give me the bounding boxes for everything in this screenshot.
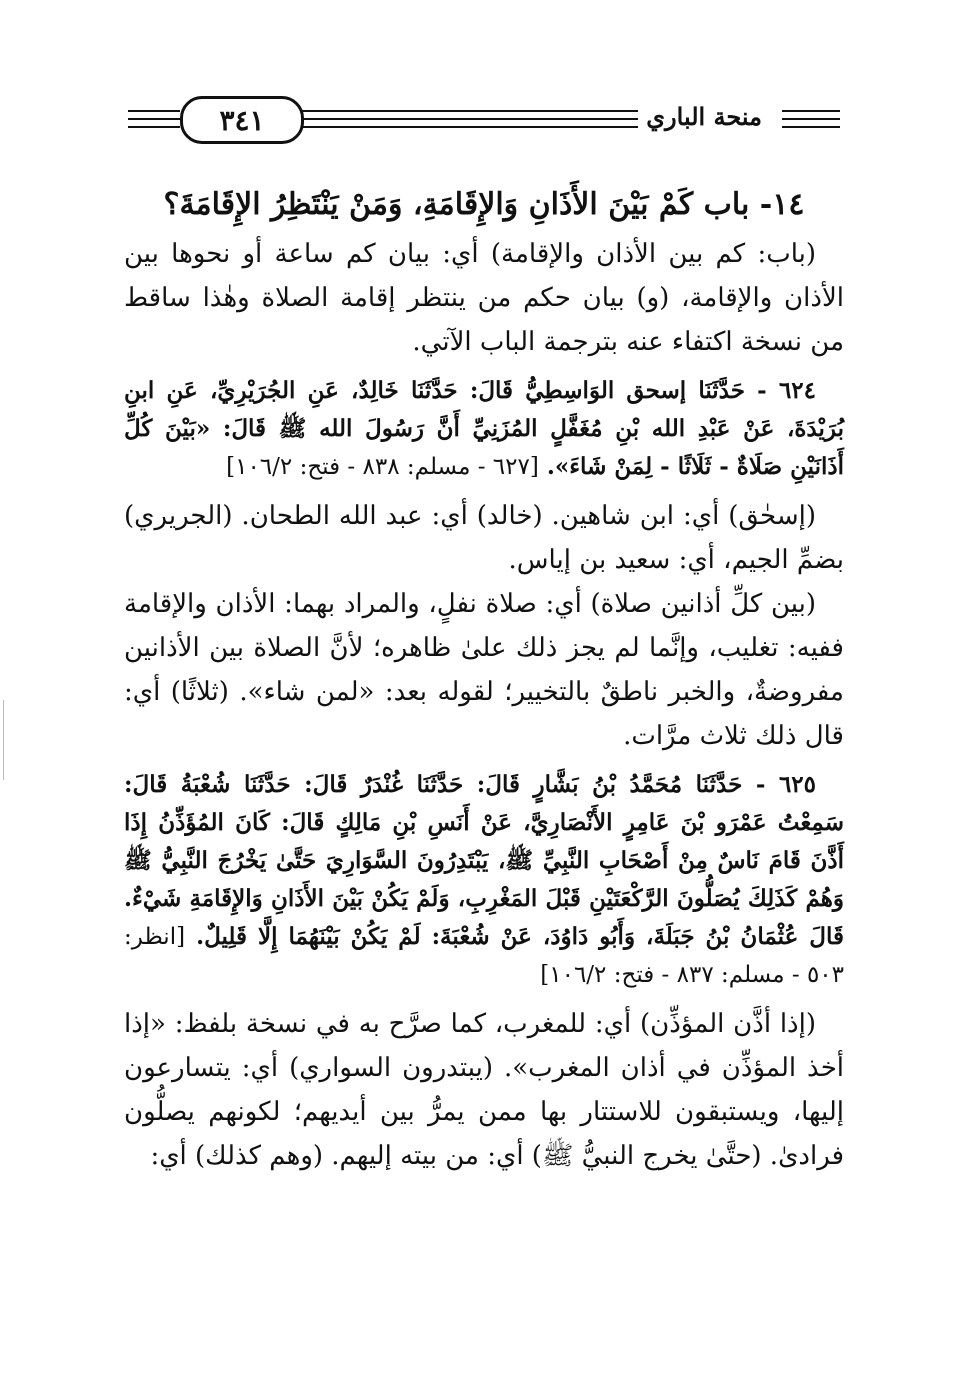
scan-edge-line bbox=[3, 700, 4, 780]
hadith-text: ٦٢٥ - حَدَّثَنَا مُحَمَّدُ بْنُ بَشَّارٍ قَالَ: حَدَّثَنَا غُنْدَرٌ قَالَ: حَدَّثَنَا شُعْبَةُ قَالَ: سَمِعْتُ عَمْرَو بْنَ عَامِرٍ الأَنْصَارِيَّ، عَنْ أَنَسِ بْنِ مَالِكٍ قَالَ: كَانَ المُؤَذِّنُ إِذَا أَذَّنَ قَامَ نَاسٌ مِنْ أَصْحَابِ النَّبِيِّ ﷺ، يَبْتَدِرُونَ السَّوَارِيَ حَتَّىٰ يَخْرُجَ النَّبِيُّ ﷺ وَهُمْ كَذَلِكَ يُصَلُّونَ الرَّكْعَتَيْنِ قَبْلَ المَغْرِبِ، وَلَمْ يَكُنْ بَيْنَ الأَذَانِ وَالإِقَامَةِ شَيْءٌ. قَالَ عُثْمَانُ بْنُ جَبَلَةَ، وَأَبُو دَاوُدَ، عَنْ شُعْبَةَ: لَمْ يَكُنْ بَيْنَهُمَا إِلَّا قَلِيلٌ. bbox=[124, 771, 844, 950]
book-title: منحة الباري bbox=[646, 102, 762, 131]
hadith-reference: [٦٢٧ - مسلم: ٨٣٨ - فتح: ١٠٦/٢] bbox=[226, 454, 539, 480]
chapter-title: ١٤- باب كَمْ بَيْنَ الأَذَانِ وَالإِقَامَةِ، وَمَنْ يَنْتَظِرُ الإِقَامَةَ؟ bbox=[163, 187, 805, 222]
header-rule bbox=[782, 110, 840, 112]
header-rule bbox=[128, 126, 180, 128]
commentary-paragraph: (إسحٰق) أي: ابن شاهين. (خالد) أي: عبد الله الطحان. (الجريري) بضمِّ الجيم، أي: سعيد بن إياس. bbox=[124, 501, 844, 575]
page-number: ٣٤١ bbox=[180, 96, 304, 144]
commentary-paragraph: (بين كلِّ أذانين صلاة) أي: صلاة نفلٍ، والمراد بهما: الأذان والإقامة ففيه: تغليب، وإنَّما لم يجز ذلك علىٰ ظاهره؛ لأنَّ الصلاة بين الأذانين مفروضةٌ، والخبر ناطقٌ بالتخيير؛ لقوله بعد: «لمن شاء». (ثلاثًا) أي: قال ذلك ثلاث مرَّات. bbox=[124, 589, 844, 751]
header-rule bbox=[298, 110, 638, 112]
hadith-reference: [انظر: ٥٠٣ - مسلم: ٨٣٧ - فتح: ١٠٦/٢] bbox=[124, 924, 844, 988]
page-header bbox=[128, 96, 840, 142]
header-rule bbox=[782, 118, 840, 120]
page-body bbox=[124, 180, 844, 1178]
commentary-paragraph: (باب: كم بين الأذان والإقامة) أي: بيان كم ساعة أو نحوها بين الأذان والإقامة، (و) بيان حكم من ينتظر إقامة الصلاة وهٰذا ساقط من نسخة اكتفاء عنه بترجمة الباب الآتي. bbox=[124, 239, 844, 357]
hadith-624 bbox=[124, 372, 844, 486]
commentary-paragraph: (إذا أذَّن المؤذِّن) أي: للمغرب، كما صرَّح به في نسخة بلفظ: «إذا أخذ المؤذِّن في أذان المغرب». (يبتدرون السواري) أي: يتسارعون إليها، ويستبقون للاستتار بها ممن يمرُّ بين أيديهم؛ لكونهم يصلُّون فرادىٰ. (حتَّىٰ يخرج النبيُّ ﷺ) أي: من بيته إليهم. (وهم كذلك) أي: bbox=[124, 1009, 844, 1171]
header-rule bbox=[128, 110, 180, 112]
header-rule bbox=[298, 118, 638, 120]
header-rule bbox=[782, 126, 840, 128]
hadith-625 bbox=[124, 766, 844, 994]
hadith-text: ٦٢٤ - حَدَّثَنَا إسحق الوَاسِطِيُّ قَالَ: حَدَّثَنَا خَالِدٌ، عَنِ الجُرَيْرِيِّ، عَنِ ابنِ بُرَيْدَةَ، عَنْ عَبْدِ الله بْنِ مُغَفَّلٍ المُزَنِيِّ أَنَّ رَسُولَ الله ﷺ قَالَ: «بَيْنَ كُلِّ أَذَانَيْنِ صَلَاةٌ - ثَلَاثًا - لِمَنْ شَاءَ». bbox=[124, 377, 844, 480]
header-rule bbox=[128, 118, 180, 120]
header-rule bbox=[298, 126, 638, 128]
